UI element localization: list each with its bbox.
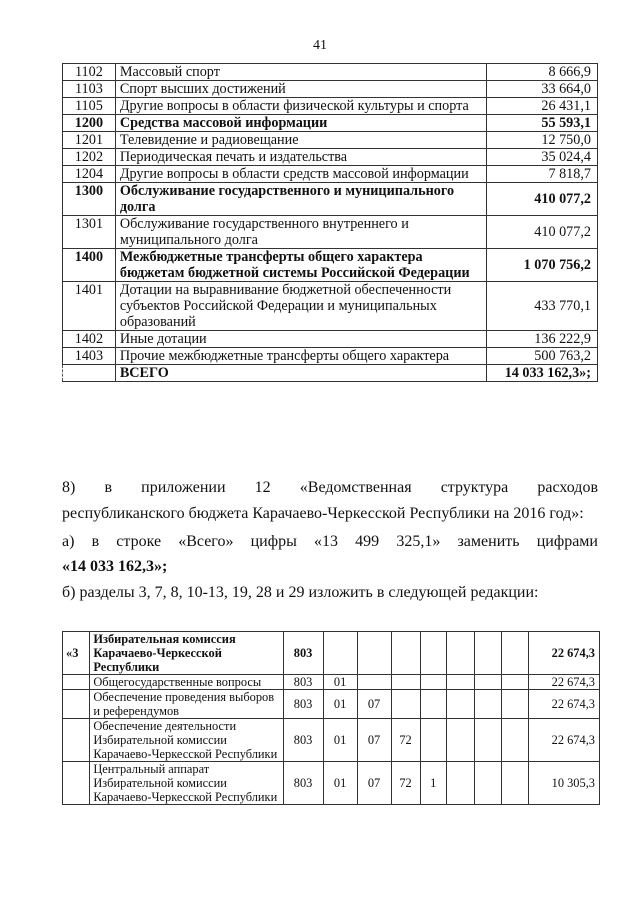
item-name: Избирательная комиссия Карачаево-Черкесской Республики: [90, 632, 283, 675]
table-row: [63, 149, 598, 166]
department-code: 803: [283, 690, 323, 719]
table-row: [63, 183, 598, 216]
section-name: Обслуживание государственного внутреннего и муниципального долга: [115, 216, 486, 249]
table-row: [63, 98, 598, 115]
section-amount: 1 070 756,2: [487, 249, 598, 282]
budget-sections-table: [62, 63, 598, 382]
paragraph-a-line1: [62, 532, 598, 552]
subsection-code: 07: [357, 762, 391, 805]
empty-cell: [446, 675, 475, 690]
section-code: [63, 365, 116, 382]
paragraph-a-text: а) в строке «Всего» цифры «13 499 325,1» заменить цифрами: [62, 533, 598, 550]
department-code: 803: [283, 719, 323, 762]
section-code: 01: [323, 690, 357, 719]
section-code: 1105: [63, 98, 116, 115]
table-row: [63, 762, 600, 805]
subprogram-code: [420, 719, 446, 762]
section-amount: 55 593,1: [487, 115, 598, 132]
section-amount: 410 077,2: [487, 216, 598, 249]
section-code: 01: [323, 719, 357, 762]
section-code: 1201: [63, 132, 116, 149]
section-amount: 8 666,9: [487, 64, 598, 81]
section-amount: 14 033 162,3»;: [487, 365, 598, 382]
section-code: 1402: [63, 331, 116, 348]
empty-cell: [475, 690, 502, 719]
subsection-code: 07: [357, 690, 391, 719]
item-amount: 10 305,3: [529, 762, 600, 805]
subprogram-code: [420, 675, 446, 690]
section-code: 1202: [63, 149, 116, 166]
subsection-code: 07: [357, 719, 391, 762]
program-code: [391, 675, 420, 690]
subprogram-code: [420, 690, 446, 719]
row-prefix: [63, 719, 90, 762]
row-prefix: [63, 762, 90, 805]
item-name: Обеспечение деятельности Избирательной комиссии Карачаево-Черкесской Республики: [90, 719, 283, 762]
subprogram-code: 1: [420, 762, 446, 805]
section-amount: 12 750,0: [487, 132, 598, 149]
section-code: 01: [323, 675, 357, 690]
section-name: ВСЕГО: [115, 365, 486, 382]
section-name: Межбюджетные трансферты общего характера бюджетам бюджетной системы Российской Федерации: [115, 249, 486, 282]
table-row: [63, 632, 600, 675]
empty-cell: [446, 762, 475, 805]
table-row: [63, 166, 598, 183]
paragraph-8-line1: 8) в приложении 12 «Ведомственная структура расходов: [62, 479, 598, 496]
row-prefix: «3: [63, 632, 90, 675]
program-code: [391, 690, 420, 719]
section-amount: 33 664,0: [487, 81, 598, 98]
table-row: [63, 365, 598, 382]
section-name: Дотации на выравнивание бюджетной обеспеченности субъектов Российской Федерации и муниципальных образований: [115, 282, 486, 331]
section-code: 1200: [63, 115, 116, 132]
table-row: [63, 216, 598, 249]
empty-cell: [446, 719, 475, 762]
section-code: 1102: [63, 64, 116, 81]
paragraph-b: б) разделы 3, 7, 8, 10-13, 19, 28 и 29 изложить в следующей редакции:: [62, 584, 539, 601]
program-code: [391, 632, 420, 675]
section-amount: 433 770,1: [487, 282, 598, 331]
empty-cell: [502, 719, 529, 762]
empty-cell: [446, 632, 475, 675]
table-row: [63, 249, 598, 282]
section-code: 1103: [63, 81, 116, 98]
empty-cell: [475, 675, 502, 690]
table-row: [63, 282, 598, 331]
section-code: 1300: [63, 183, 116, 216]
section-code: 1301: [63, 216, 116, 249]
item-amount: 22 674,3: [529, 675, 600, 690]
section-amount: 7 818,7: [487, 166, 598, 183]
section-name: Телевидение и радиовещание: [115, 132, 486, 149]
table-row: [63, 690, 600, 719]
subprogram-code: [420, 632, 446, 675]
section-amount: 26 431,1: [487, 98, 598, 115]
empty-cell: [475, 762, 502, 805]
section-code: 01: [323, 762, 357, 805]
section-code: 1400: [63, 249, 116, 282]
section-name: Иные дотации: [115, 331, 486, 348]
section-amount: 410 077,2: [487, 183, 598, 216]
table-row: [63, 719, 600, 762]
subsection-code: [357, 632, 391, 675]
department-code: 803: [283, 675, 323, 690]
empty-cell: [446, 690, 475, 719]
table-row: [63, 81, 598, 98]
section-name: Другие вопросы в области физической культуры и спорта: [115, 98, 486, 115]
section-name: Массовый спорт: [115, 64, 486, 81]
paragraph-a-line2: «14 033 162,3»;: [62, 558, 168, 575]
section-code: 1401: [63, 282, 116, 331]
item-amount: 22 674,3: [529, 690, 600, 719]
departmental-structure-table: [62, 631, 600, 805]
section-name: Спорт высших достижений: [115, 81, 486, 98]
item-amount: 22 674,3: [529, 632, 600, 675]
program-code: 72: [391, 762, 420, 805]
empty-cell: [502, 690, 529, 719]
row-prefix: [63, 675, 90, 690]
empty-cell: [475, 719, 502, 762]
section-code: 1403: [63, 348, 116, 365]
department-code: 803: [283, 632, 323, 675]
empty-cell: [475, 632, 502, 675]
item-name: Общегосударственные вопросы: [90, 675, 283, 690]
section-amount: 500 763,2: [487, 348, 598, 365]
paragraph-8-line2: республиканского бюджета Карачаево-Черкесской Республики на 2016 год»:: [62, 505, 584, 522]
table-row: [63, 348, 598, 365]
section-code: 1204: [63, 166, 116, 183]
table-row: [63, 64, 598, 81]
empty-cell: [502, 762, 529, 805]
table-row: [63, 675, 600, 690]
page-number: 41: [313, 38, 327, 53]
section-name: Обслуживание государственного и муниципального долга: [115, 183, 486, 216]
item-name: Центральный аппарат Избирательной комиссии Карачаево-Черкесской Республики: [90, 762, 283, 805]
item-name: Обеспечение проведения выборов и референдумов: [90, 690, 283, 719]
table-row: [63, 331, 598, 348]
table-row: [63, 115, 598, 132]
section-name: Периодическая печать и издательства: [115, 149, 486, 166]
table-row: [63, 132, 598, 149]
section-amount: 35 024,4: [487, 149, 598, 166]
empty-cell: [502, 675, 529, 690]
section-name: Другие вопросы в области средств массовой информации: [115, 166, 486, 183]
section-name: Средства массовой информации: [115, 115, 486, 132]
row-prefix: [63, 690, 90, 719]
section-code: [323, 632, 357, 675]
item-amount: 22 674,3: [529, 719, 600, 762]
empty-cell: [502, 632, 529, 675]
program-code: 72: [391, 719, 420, 762]
department-code: 803: [283, 762, 323, 805]
section-amount: 136 222,9: [487, 331, 598, 348]
subsection-code: [357, 675, 391, 690]
section-name: Прочие межбюджетные трансферты общего характера: [115, 348, 486, 365]
